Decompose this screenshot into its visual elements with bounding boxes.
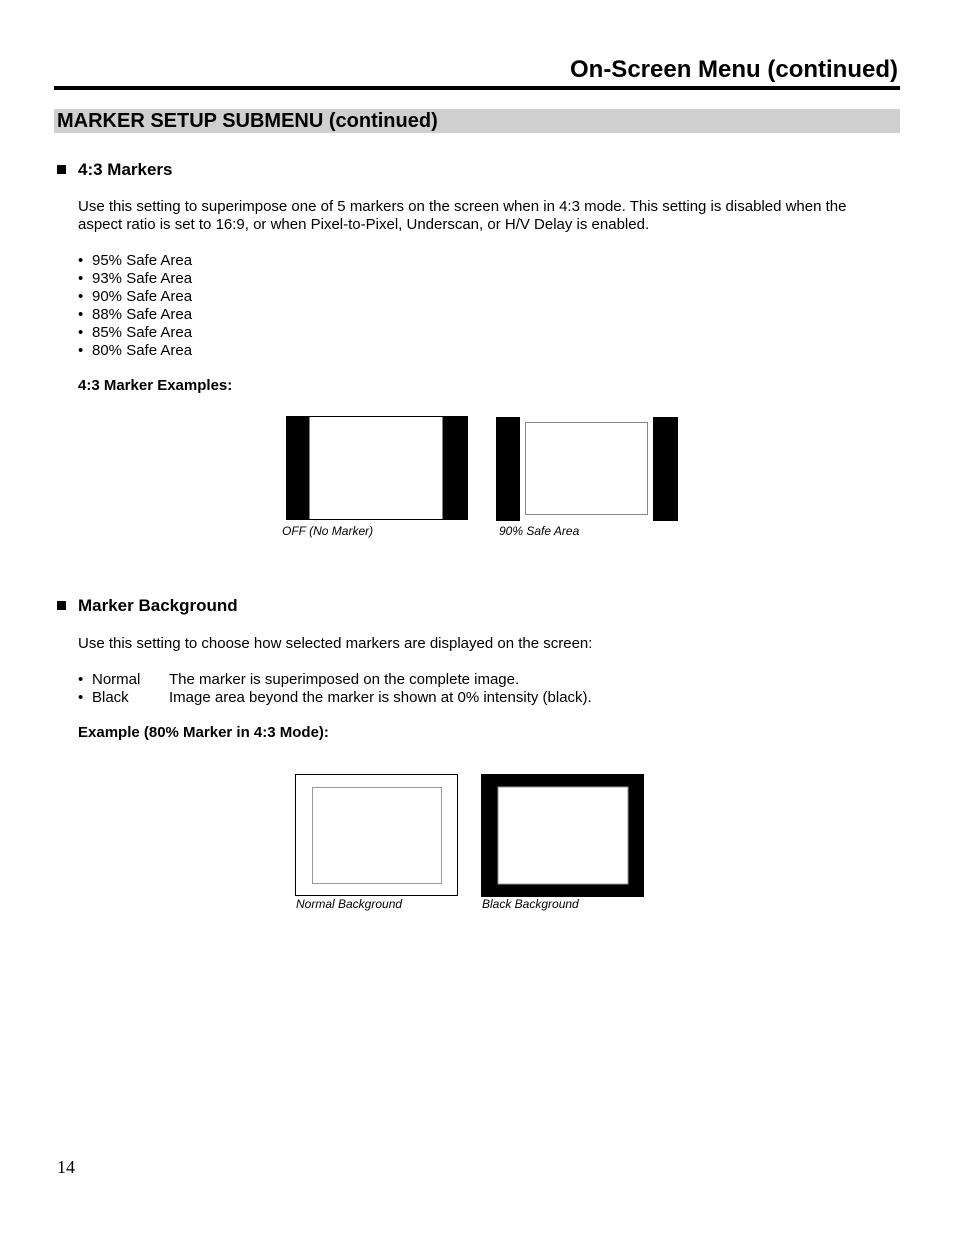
header-rule [54,86,900,90]
bullet-dot-icon: • [78,671,84,688]
markers-43-description: Use this setting to superimpose one of 5 markers on the screen when in 4:3 mode. This setting is disabled when the aspect ratio is set to 16:9, or when Pixel-to-Pixel, Underscan, or H/V Delay is enabled. [78,198,847,233]
marker-background-example-label: Example (80% Marker in 4:3 Mode): [78,724,329,741]
option-definition: Image area beyond the marker is shown at 0% intensity (black). [169,689,592,706]
bullet-dot-icon: • [78,306,84,323]
list-item: • 88% Safe Area [78,306,193,323]
bullet-dot-icon: • [78,252,84,269]
caption-90-safe-area: 90% Safe Area [499,524,580,538]
example-black-background-figure [481,774,644,897]
caption-normal-background: Normal Background [296,897,403,911]
page-header-title: On-Screen Menu (continued) [569,56,898,83]
list-item-black [78,689,592,707]
square-bullet-icon [57,165,66,174]
bullet-dot-icon: • [78,342,84,359]
list-item: • 93% Safe Area [78,270,193,287]
example-normal-background-figure [295,774,458,897]
marker-background-description: Use this setting to choose how selected markers are displayed on the screen: [78,635,593,652]
option-term: Black [92,689,129,706]
example-off-no-marker-figure [286,416,468,520]
option-definition: The marker is superimposed on the complete image. [169,671,520,688]
markers-43-examples-label: 4:3 Marker Examples: [78,377,233,394]
list-item: • 95% Safe Area [78,252,193,269]
list-item-normal [78,671,519,689]
markers-43-list [78,252,192,360]
option-term: Normal [92,671,141,688]
list-item: • 90% Safe Area [78,288,193,305]
square-bullet-icon [57,601,66,610]
page-number: 14 [57,1157,75,1177]
heading-43-markers: 4:3 Markers [78,160,173,179]
bullet-dot-icon: • [78,288,84,305]
bullet-dot-icon: • [78,324,84,341]
section-title: MARKER SETUP SUBMENU (continued) [57,110,438,132]
heading-marker-background: Marker Background [78,596,238,615]
bullet-dot-icon: • [78,270,84,287]
example-90-safe-area-figure [496,417,678,521]
caption-black-background: Black Background [482,897,579,911]
caption-off-no-marker: OFF (No Marker) [282,524,374,538]
bullet-dot-icon: • [78,689,84,706]
list-item: • 80% Safe Area [78,342,193,359]
list-item: • 85% Safe Area [78,324,193,341]
